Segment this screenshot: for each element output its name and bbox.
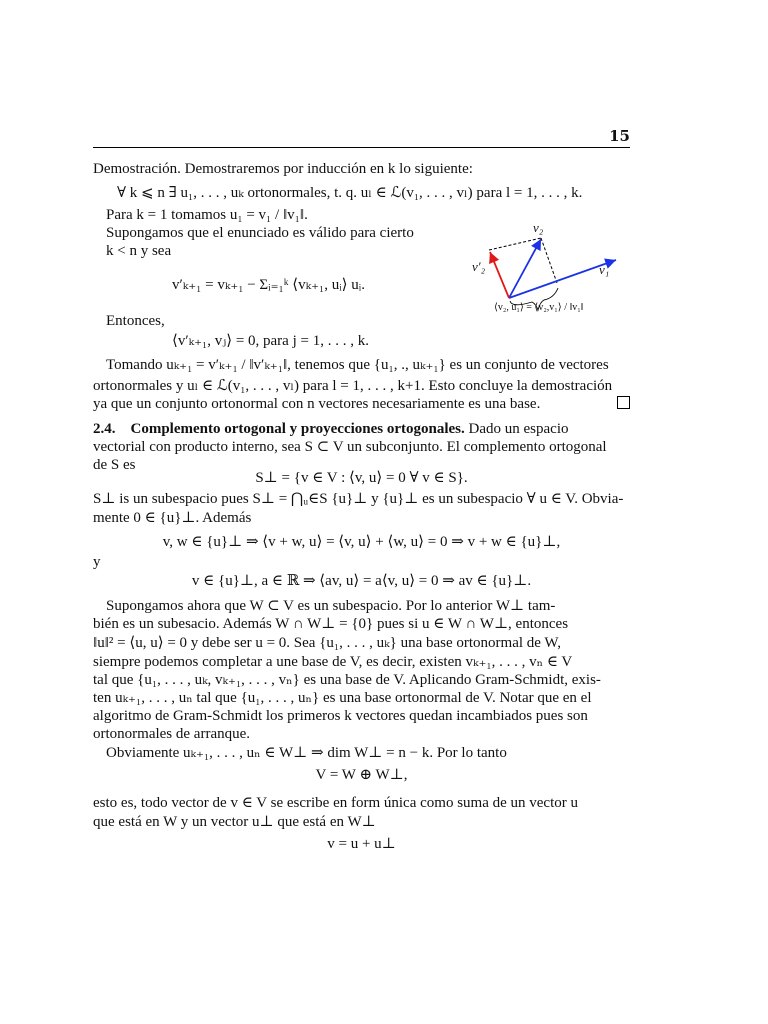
conjunction-y: y <box>93 554 101 570</box>
dashed-projection-v2-to-v1 <box>541 238 557 283</box>
equation-vprime: v′ₖ₊₁ = vₖ₊₁ − Σᵢ₌₁ᵏ ⟨vₖ₊₁, uᵢ⟩ uᵢ. <box>172 277 365 293</box>
paragraph-decomposition-1: esto es, todo vector de v ∈ V se escribe en form única como suma de un vector u <box>93 795 578 811</box>
label-v2: v₂ <box>533 220 544 235</box>
paragraph-W-7: algoritmo de Gram-Schmidt los primeros k vectores quedan incambiados pues son <box>93 708 588 724</box>
equation-direct-sum: V = W ⊕ W⊥, <box>315 767 408 783</box>
proof-base-case: Para k = 1 tomamos u₁ = v₁ / ‖v₁‖. <box>106 207 308 223</box>
dashed-v2prime-to-v2 <box>489 238 541 250</box>
proof-hypothesis-cont: k < n y sea <box>106 243 172 259</box>
equation-orthogonal-complement: S⊥ = {v ∈ V : ⟨v, u⟩ = 0 ∀ v ∈ S}. <box>255 470 468 486</box>
paragraph-W-3: ‖u‖² = ⟨u, u⟩ = 0 y debe ser u = 0. Sea {u₁, . . . , uₖ} una base ortonormal de W, <box>93 635 561 651</box>
paragraph-W-6: ten uₖ₊₁, . . . , uₙ tal que {u₁, . . . , uₙ} es una base ortonormal de V. Notar que en el <box>93 690 592 706</box>
gram-schmidt-figure <box>466 218 626 318</box>
section-intro-line3: de S es <box>93 457 136 473</box>
proof-statement: ∀ k ⩽ n ∃ u₁, . . . , uₖ ortonormales, t. q. uₗ ∈ ℒ(v₁, . . . , vₗ) para l = 1, . . . , k. <box>117 185 583 201</box>
proof-normalize: Tomando uₖ₊₁ = v′ₖ₊₁ / ‖v′ₖ₊₁‖, tenemos que {u₁, ., uₖ₊₁} es un conjunto de vectores <box>106 357 609 373</box>
proof-conclusion-1: ortonormales y uₗ ∈ ℒ(v₁, . . . , vₗ) para l = 1, . . . , k+1. Esto concluye la demostración <box>93 378 613 394</box>
paragraph-W-1: Supongamos ahora que W ⊂ V es un subespacio. Por lo anterior W⊥ tam- <box>106 598 556 614</box>
paragraph-subspace-2: mente 0 ∈ {u}⊥. Además <box>93 510 252 526</box>
proof-conclusion-2: ya que un conjunto ortonormal con n vectores necesariamente es una base. <box>93 396 541 412</box>
paragraph-W-5: tal que {u₁, . . . , uₖ, vₖ₊₁, . . . , vₙ} es una base de V. Aplicando Gram-Schmidt, exis- <box>93 672 601 688</box>
qed-square-icon <box>617 396 630 409</box>
proof-then: Entonces, <box>106 313 165 329</box>
section-heading <box>93 420 568 439</box>
proof-hypothesis: Supongamos que el enunciado es válido para cierto <box>106 225 414 241</box>
section-title: Complemento ortogonal y proyecciones ortogonales. <box>130 421 465 437</box>
equation-sum-closure: v, w ∈ {u}⊥ ⇒ ⟨v + w, u⟩ = ⟨v, u⟩ + ⟨w, u⟩ = 0 ⇒ v + w ∈ {u}⊥, <box>162 534 561 550</box>
proof-intro: Demostración. Demostraremos por inducción en k lo siguiente: <box>93 161 473 177</box>
equation-vector-decomposition: v = u + u⊥ <box>327 836 396 852</box>
section-intro-start: Dado un espacio <box>468 421 569 437</box>
paragraph-W-8: ortonormales de arranque. <box>93 726 251 742</box>
equation-scalar-closure: v ∈ {u}⊥, a ∈ ℝ ⇒ ⟨av, u⟩ = a⟨v, u⟩ = 0 ⇒ av ∈ {u}⊥. <box>191 573 532 589</box>
section-number: 2.4. <box>93 421 116 437</box>
paragraph-W-4: siempre podemos completar a une base de V, es decir, existen vₖ₊₁, . . . , vₙ ∈ V <box>93 654 573 670</box>
paragraph-dimension: Obviamente uₖ₊₁, . . . , uₙ ∈ W⊥ ⇒ dim W⊥ = n − k. Por lo tanto <box>106 745 507 761</box>
page-number: 15 <box>609 127 630 145</box>
label-v2-prime: v′₂ <box>472 259 486 274</box>
paragraph-subspace-1: S⊥ is un subespacio pues S⊥ = ⋂ᵤ∈S {u}⊥ y {u}⊥ es un subespacio ∀ u ∈ V. Obvia- <box>93 491 624 507</box>
vector-v2prime-arrow <box>490 252 509 298</box>
header-rule <box>93 147 630 148</box>
equation-orthogonality: ⟨v′ₖ₊₁, vⱼ⟩ = 0, para j = 1, . . . , k. <box>172 333 369 349</box>
paragraph-decomposition-2: que está en W y un vector u⊥ que está en W⊥ <box>93 814 376 830</box>
paragraph-W-2: bién es un subesacio. Además W ∩ W⊥ = {0} pues si u ∈ W ∩ W⊥, entonces <box>93 616 569 632</box>
label-v1: v₁ <box>599 262 610 277</box>
label-projection-formula: ⟨v₂, u₁⟩ = ⟨v₂,v₁⟩ / ‖v₁‖ <box>494 302 584 313</box>
section-intro-line2: vectorial con producto interno, sea S ⊂ V un subconjunto. El complemento ortogonal <box>93 439 607 455</box>
